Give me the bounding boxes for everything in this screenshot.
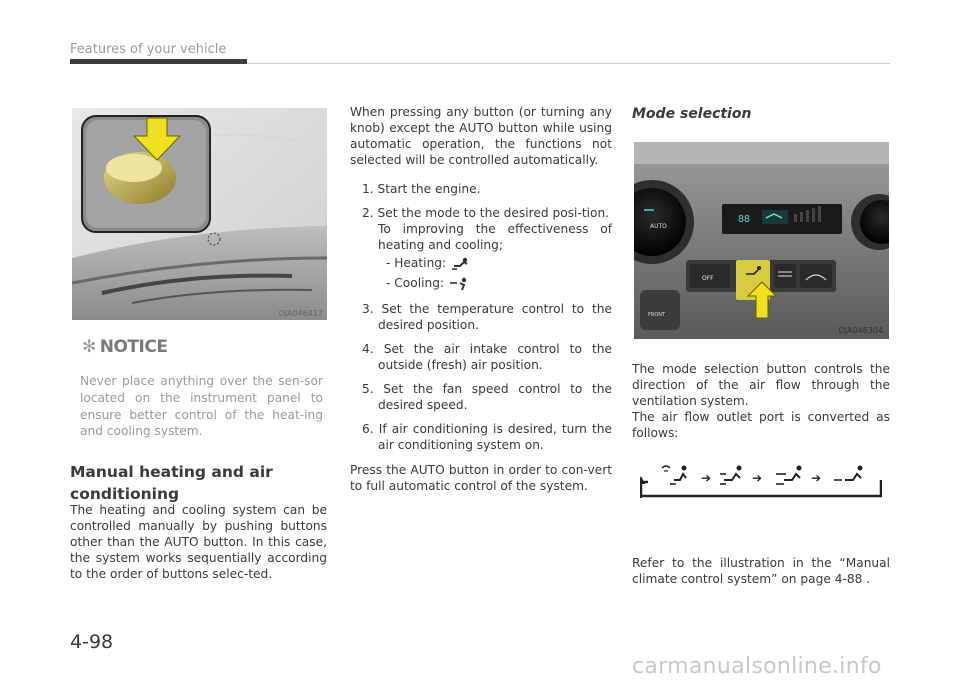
watermark: carmanualsonline.info (632, 654, 882, 679)
sensor-figure (72, 108, 327, 320)
figure-code: OJA046417 (278, 309, 323, 318)
step-item: 3. Set the temperature control to the desired position. (362, 302, 612, 332)
climate-panel-illustration (634, 142, 889, 339)
floor-mode-icon (450, 257, 472, 271)
step-item: 6. If air conditioning is desired, turn the air conditioning system on. (362, 422, 612, 452)
notice-title (82, 337, 167, 357)
step-item: 2. Set the mode to the desired posi-tion. To improving the effectiveness of heating and cooling; - Heating: - Cooling: (350, 205, 612, 293)
flow-arrow-icon: ➔ (701, 471, 712, 485)
step-item: 1. Start the engine. (362, 182, 481, 196)
step-note: To improving the effectiveness of heating and cooling; (378, 222, 612, 252)
airflow-sequence-diagram (640, 462, 882, 498)
mode-selection-title: Mode selection (632, 106, 752, 122)
auto-button-label: AUTO (650, 223, 667, 230)
outro-paragraph: Press the AUTO button in order to con-vert to full automatic control of the system. (350, 463, 612, 493)
header-bar (70, 59, 247, 64)
header-rule (247, 63, 890, 64)
reference-note: Refer to the illustration in the “Manual climate control system” on page 4-88 . (632, 556, 890, 586)
face-mode-icon (834, 466, 863, 481)
step-item: 4. Set the air intake control to the outside (fresh) air position. (362, 342, 612, 372)
section-title: Manual heating and air conditioning (70, 463, 273, 503)
cooling-mode-item: - Cooling: (386, 273, 612, 293)
page-number: 4-98 (70, 631, 114, 653)
step-item: 5. Set the fan speed control to the desired speed. (362, 382, 612, 412)
intro-paragraph: When pressing any button (or turning any knob) except the AUTO button while using automatic operation, the functions not selected will be controlled automatically. (350, 105, 612, 167)
display-readout: 88 (738, 214, 751, 225)
floor-mode-icon (720, 466, 742, 485)
heating-mode-item: - Heating: (386, 253, 612, 273)
section-header: Features of your vehicle (70, 42, 227, 57)
notice-star-icon: ✻ (82, 337, 96, 357)
sensor-illustration (72, 108, 327, 320)
climate-panel-figure (634, 142, 889, 339)
defrost-floor-icon (662, 466, 687, 485)
mode-description: The mode selection button controls the direction of the air flow through the ventilation system. The air flow outlet port is converted as follows: (632, 362, 890, 440)
notice-title-text: NOTICE (99, 337, 168, 357)
face-mode-icon (448, 277, 470, 291)
front-defrost-label: FRONT (648, 312, 666, 318)
step-list (350, 181, 612, 461)
manual-body: The heating and cooling system can be controlled manually by pushing buttons other than the AUTO button. In this case, the system works sequentially according to the order of buttons selec-ted. (70, 503, 327, 581)
off-button-label: OFF (702, 275, 714, 282)
flow-arrow-icon: ➔ (811, 471, 822, 485)
figure-code: OJA046304 (838, 326, 883, 335)
bi-level-mode-icon (776, 466, 802, 485)
notice-body: Never place anything over the sen-sor located on the instrument panel to ensure better control of the heat-ing and cooling system. (80, 374, 323, 439)
flow-arrow-icon: ➔ (752, 471, 763, 485)
